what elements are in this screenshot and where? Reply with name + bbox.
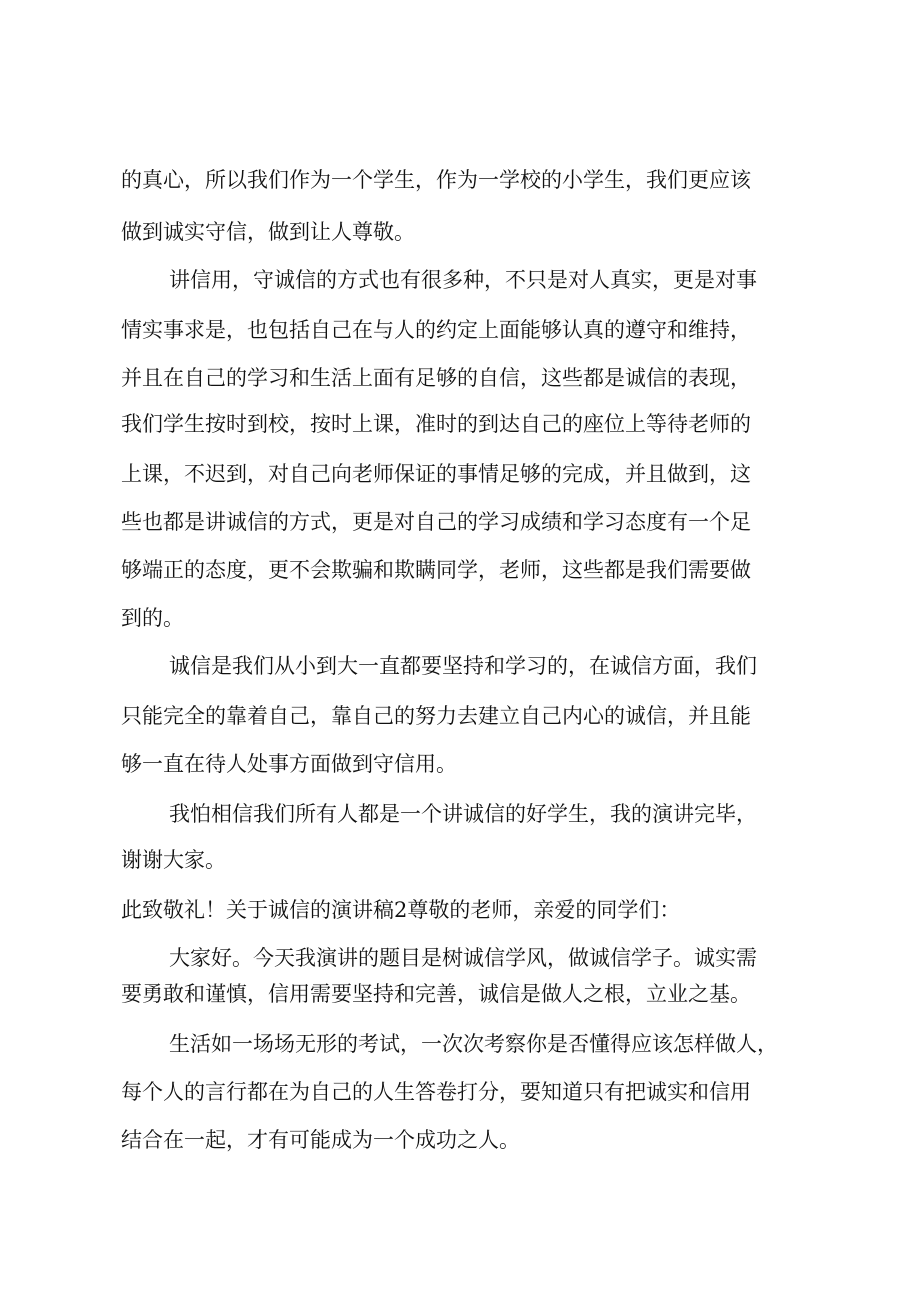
section-heading-line: 此致敬礼！关于诚信的演讲稿2尊敬的老师，亲爱的同学们： — [121, 898, 681, 922]
paragraph-line: 我们学生按时到校，按时上课，准时的到达自己的座位上等待老师的 — [121, 412, 751, 436]
paragraph-line: 每个人的言行都在为自己的人生答卷打分，要知道只有把诚实和信用 — [121, 1080, 751, 1104]
paragraph-line: 谢谢大家。 — [121, 848, 226, 872]
paragraph-line: 并且在自己的学习和生活上面有足够的自信，这些都是诚信的表现， — [121, 366, 751, 390]
paragraph-line: 情实事求是，也包括自己在与人的约定上面能够认真的遵守和维持， — [121, 318, 751, 342]
paragraph-line: 生活如一场场无形的考试，一次次考察你是否懂得应该怎样做人， — [169, 1032, 778, 1056]
paragraph-line: 只能完全的靠着自己，靠自己的努力去建立自己内心的诚信，并且能 — [121, 704, 751, 728]
paragraph-line: 够端正的态度，更不会欺骗和欺瞒同学，老师，这些都是我们需要做 — [121, 558, 751, 582]
paragraph-line: 做到诚实守信，做到让人尊敬。 — [121, 220, 415, 244]
paragraph-line: 够一直在待人处事方面做到守信用。 — [121, 752, 457, 776]
paragraph-line: 的真心，所以我们作为一个学生，作为一学校的小学生，我们更应该 — [121, 168, 751, 192]
paragraph-line: 大家好。今天我演讲的题目是树诚信学风，做诚信学子。诚实需 — [169, 946, 757, 970]
paragraph-line: 结合在一起，才有可能成为一个成功之人。 — [121, 1128, 520, 1152]
paragraph-line: 讲信用，守诚信的方式也有很多种，不只是对人真实，更是对事 — [169, 268, 757, 292]
paragraph-line: 到的。 — [121, 606, 184, 630]
paragraph-line: 上课，不迟到，对自己向老师保证的事情足够的完成，并且做到，这 — [121, 462, 751, 486]
paragraph-line: 些也都是讲诚信的方式，更是对自己的学习成绩和学习态度有一个足 — [121, 510, 751, 534]
paragraph-line: 诚信是我们从小到大一直都要坚持和学习的，在诚信方面，我们 — [169, 654, 757, 678]
paragraph-line: 要勇敢和谨慎，信用需要坚持和完善，诚信是做人之根，立业之基。 — [121, 982, 751, 1006]
paragraph-line: 我怕相信我们所有人都是一个讲诚信的好学生，我的演讲完毕， — [169, 802, 757, 826]
